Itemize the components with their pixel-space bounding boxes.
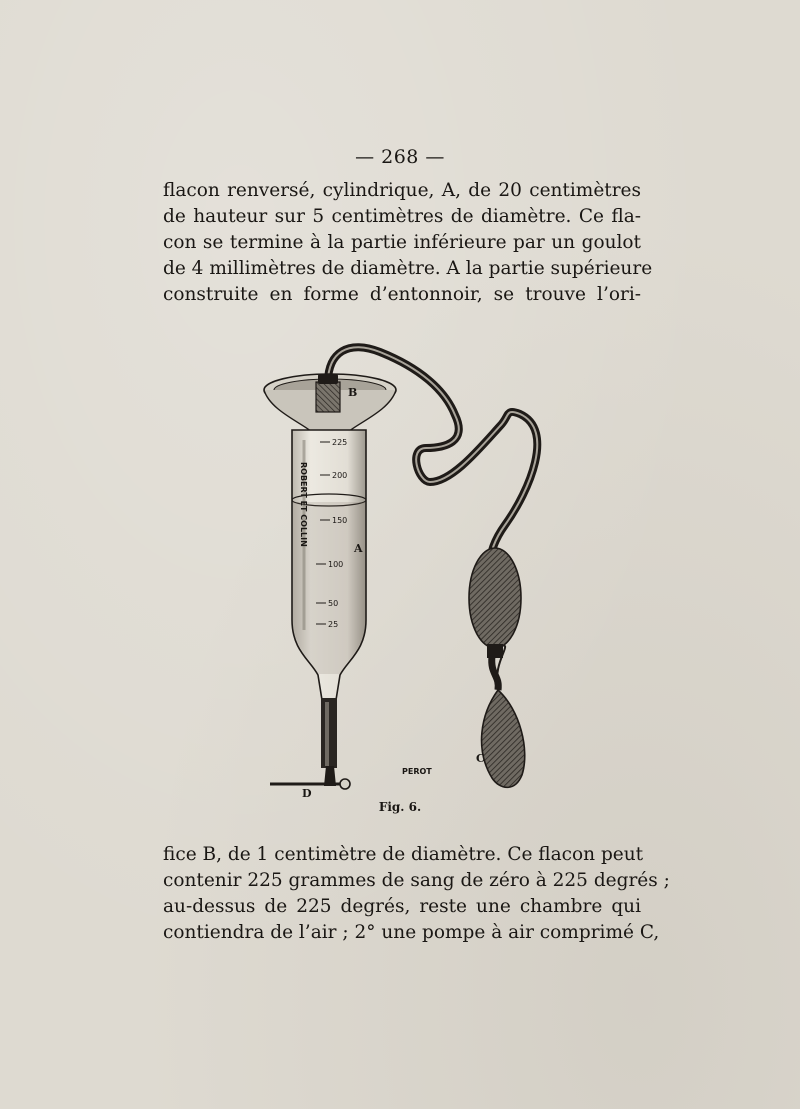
text-line: contenir 225 grammes de sang de zéro à 225 degrés ; [163, 870, 670, 891]
scale-label-150: 150 [332, 516, 348, 525]
outlet-stem [270, 698, 350, 789]
label-b: B [348, 386, 358, 399]
paragraph-top [163, 178, 653, 308]
maker-inscription: ROBERT ET COLLIN [299, 462, 308, 547]
label-a: A [354, 542, 363, 555]
scale-label-25: 25 [328, 620, 339, 629]
engraver-signature: PEROT [402, 767, 432, 776]
figure-caption: Fig. 6. [378, 800, 422, 814]
funnel [264, 374, 396, 432]
text-line: contiendra de l’air ; 2° une pompe à air comprimé C, [163, 922, 660, 943]
text-line: fice B, de 1 centimètre de diamètre. Ce flacon peut [163, 844, 644, 865]
scale-label-100: 100 [328, 560, 344, 569]
label-d: D [302, 787, 312, 800]
text-line: de hauteur sur 5 centimètres de diamètre. Ce fla- [163, 206, 641, 227]
label-c: C [476, 752, 485, 765]
text-line: flacon renversé, cylindrique, A, de 20 centimètres [163, 180, 641, 201]
apparatus-illustration [230, 330, 650, 810]
scale-label-200: 200 [332, 471, 348, 480]
paragraph-bottom [163, 842, 670, 946]
text-line: au-dessus de 225 degrés, reste une chambre qui [163, 896, 641, 917]
text-line: de 4 millimètres de diamètre. A la partie supérieure [163, 258, 653, 279]
scale-label-50: 50 [328, 599, 339, 608]
page-number: — 268 — [355, 146, 445, 168]
scale-label-225: 225 [332, 438, 348, 447]
flask-a [292, 430, 366, 700]
text-line: construite en forme d’entonnoir, se trouve l’ori- [163, 284, 641, 305]
text-line: con se termine à la partie inférieure par un goulot [163, 232, 641, 253]
